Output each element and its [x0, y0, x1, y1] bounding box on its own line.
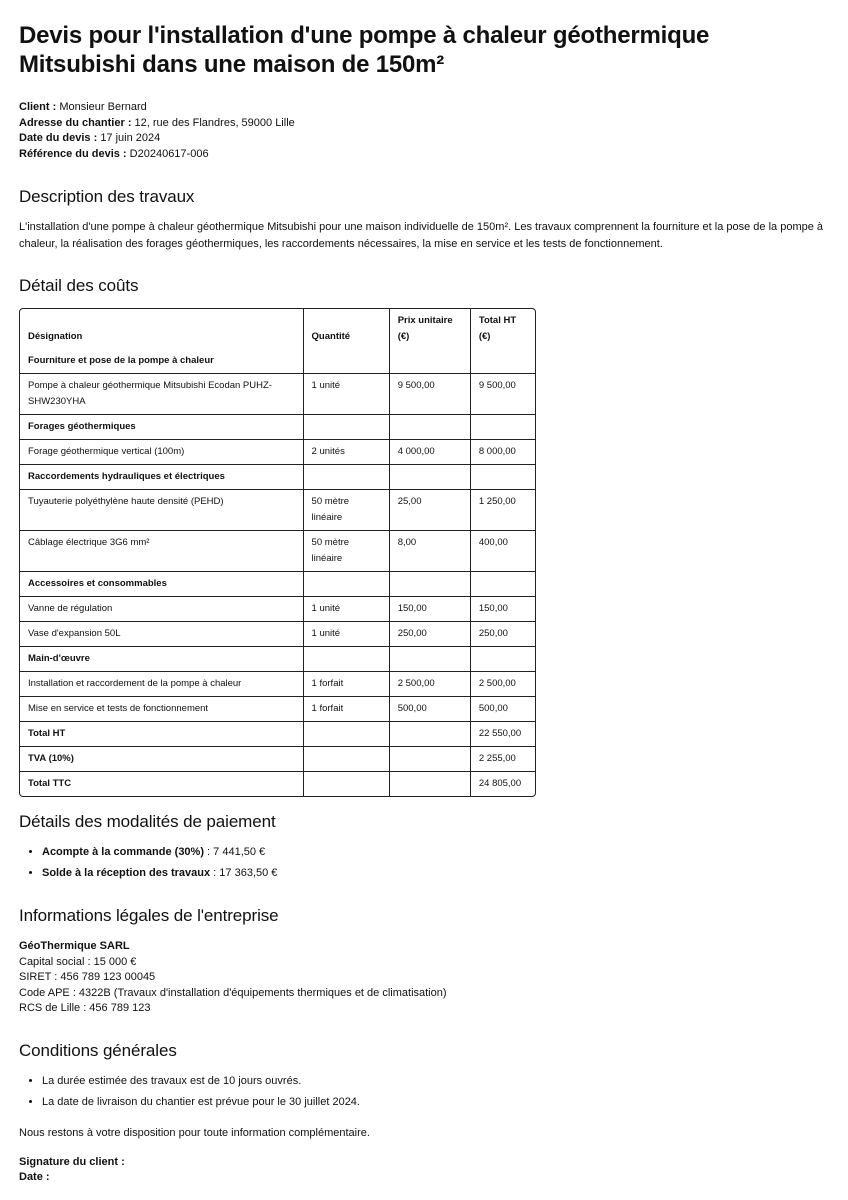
cell-quantity	[304, 747, 390, 772]
cell-quantity	[304, 647, 390, 672]
payment-list	[19, 842, 277, 884]
cell-unit-price: 8,00	[390, 531, 471, 572]
section-heading-description: Description des travaux	[19, 187, 195, 206]
cell-total-ht: 2 500,00	[471, 672, 535, 697]
cell-quantity: 1 unité	[304, 597, 390, 622]
section-heading-costs: Détail des coûts	[19, 276, 139, 295]
cell-total-ht: 150,00	[471, 597, 535, 622]
cell-unit-price: 500,00	[390, 697, 471, 722]
table-row	[20, 531, 535, 572]
cell-quantity	[304, 572, 390, 597]
table-category-row	[20, 349, 535, 374]
cell-quantity: 1 unité	[304, 374, 390, 415]
cell-designation: Mise en service et tests de fonctionnement	[20, 697, 304, 722]
cell-total-ht: 8 000,00	[471, 440, 535, 465]
cell-designation: Main-d'œuvre	[20, 647, 304, 672]
table-category-row	[20, 465, 535, 490]
cell-designation: Forage géothermique vertical (100m)	[20, 440, 304, 465]
cell-unit-price: 150,00	[390, 597, 471, 622]
cell-quantity	[304, 722, 390, 747]
cell-total-ht	[471, 415, 535, 440]
cell-quantity: 2 unités	[304, 440, 390, 465]
cell-designation: Total TTC	[20, 772, 304, 796]
cell-unit-price	[390, 772, 471, 796]
table-total-row	[20, 722, 535, 747]
section-heading-legal: Informations légales de l'entreprise	[19, 906, 279, 925]
costs-table	[19, 308, 536, 797]
cell-total-ht: 400,00	[471, 531, 535, 572]
cell-total-ht: 1 250,00	[471, 490, 535, 531]
cell-unit-price: 250,00	[390, 622, 471, 647]
meta-reference: Référence du devis : D20240617-006	[19, 147, 209, 160]
meta-date: Date du devis : 17 juin 2024	[19, 132, 161, 144]
cell-designation: Raccordements hydrauliques et électriques	[20, 465, 304, 490]
cell-total-ht: 250,00	[471, 622, 535, 647]
table-row	[20, 622, 535, 647]
legal-siret: SIRET : 456 789 123 00045	[19, 971, 156, 983]
cell-unit-price: 2 500,00	[390, 672, 471, 697]
cell-total-ht: 9 500,00	[471, 374, 535, 415]
table-category-row	[20, 572, 535, 597]
cell-unit-price	[390, 572, 471, 597]
date-label: Date :	[19, 1171, 50, 1183]
column-header-unit-price: Prix unitaire (€)	[390, 309, 471, 349]
legal-rcs: RCS de Lille : 456 789 123	[19, 1002, 151, 1014]
description-text: L'installation d'une pompe à chaleur géothermique Mitsubishi pour une maison individuelle de 150m². Les travaux comprennent la fourniture et la pose de la pompe à chaleur, la réalisation des forages géothermiques, les raccordements nécessaires, la mise en service et les tests de fonctionnement.	[19, 221, 824, 250]
table-row	[20, 672, 535, 697]
table-row	[20, 597, 535, 622]
signature-block	[19, 1155, 829, 1185]
table-row	[20, 697, 535, 722]
cell-designation: Vanne de régulation	[20, 597, 304, 622]
table-header-row	[20, 309, 535, 349]
cell-quantity: 50 mètre linéaire	[304, 531, 390, 572]
cell-designation: TVA (10%)	[20, 747, 304, 772]
cell-unit-price: 9 500,00	[390, 374, 471, 415]
cell-quantity: 1 forfait	[304, 672, 390, 697]
cell-total-ht: 24 805,00	[478, 778, 522, 789]
quote-meta	[19, 100, 295, 162]
table-category-row	[20, 415, 535, 440]
cell-total-ht	[471, 465, 535, 490]
table-row	[20, 440, 535, 465]
cell-quantity	[304, 772, 390, 796]
cell-unit-price	[390, 415, 471, 440]
cell-quantity: 1 forfait	[304, 697, 390, 722]
conditions-list	[19, 1071, 360, 1113]
column-header-quantity: Quantité	[304, 309, 390, 349]
cell-unit-price	[390, 465, 471, 490]
cell-designation: Forages géothermiques	[20, 415, 304, 440]
cell-quantity	[304, 465, 390, 490]
cell-designation: Installation et raccordement de la pompe à chaleur	[20, 672, 304, 697]
cell-quantity: 1 unité	[304, 622, 390, 647]
cell-designation: Pompe à chaleur géothermique Mitsubishi Ecodan PUHZ-SHW230YHA	[20, 374, 304, 415]
meta-client: Client : Monsieur Bernard	[19, 101, 147, 113]
table-row	[20, 490, 535, 531]
column-header-total-ht: Total HT (€)	[478, 315, 517, 342]
cell-designation: Accessoires et consommables	[20, 572, 304, 597]
cell-designation: Tuyauterie polyéthylène haute densité (PEHD)	[20, 490, 304, 531]
cell-total-ht	[471, 647, 535, 672]
company-name: GéoThermique SARL	[19, 940, 130, 952]
section-heading-conditions: Conditions générales	[19, 1041, 177, 1060]
cell-unit-price	[390, 349, 471, 374]
section-heading-payment: Détails des modalités de paiement	[19, 812, 276, 831]
cell-designation: Fourniture et pose de la pompe à chaleur	[20, 349, 304, 374]
column-header-designation: Désignation	[20, 309, 304, 349]
table-category-row	[20, 647, 535, 672]
cell-unit-price: 25,00	[390, 490, 471, 531]
table-total-row	[20, 772, 535, 796]
payment-item-balance: • Solde à la réception des travaux : 17 363,50 €	[42, 863, 277, 884]
cell-quantity	[304, 415, 390, 440]
condition-duration: • La durée estimée des travaux est de 10 jours ouvrés.	[42, 1071, 360, 1092]
legal-capital: Capital social : 15 000 €	[19, 955, 137, 968]
legal-ape: Code APE : 4322B (Travaux d'installation d'équipements thermiques et de climatisation)	[19, 986, 447, 999]
cell-designation: Câblage électrique 3G6 mm²	[20, 531, 304, 572]
closing-text: Nous restons à votre disposition pour toute information complémentaire.	[19, 1127, 370, 1139]
cell-total-ht: 500,00	[471, 697, 535, 722]
cell-total-ht: 22 550,00	[471, 722, 535, 747]
cell-unit-price	[390, 747, 471, 772]
cell-designation: Vase d'expansion 50L	[20, 622, 304, 647]
table-total-row	[20, 747, 535, 772]
legal-info	[19, 939, 447, 1017]
cell-total-ht: 2 255,00	[471, 747, 535, 772]
cell-unit-price	[390, 647, 471, 672]
cell-quantity: 50 mètre linéaire	[304, 490, 390, 531]
cell-unit-price: 4 000,00	[390, 440, 471, 465]
cell-total-ht	[471, 349, 535, 374]
cell-total-ht	[471, 572, 535, 597]
meta-address: Adresse du chantier : 12, rue des Flandres, 59000 Lille	[19, 116, 295, 129]
payment-item-deposit: • Acompte à la commande (30%) : 7 441,50 €	[42, 842, 277, 863]
cell-unit-price	[390, 722, 471, 747]
condition-delivery: • La date de livraison du chantier est prévue pour le 30 juillet 2024.	[42, 1092, 360, 1113]
page-title: Devis pour l'installation d'une pompe à chaleur géothermique Mitsubishi dans une maison de 150m²	[19, 22, 710, 78]
cell-designation: Total HT	[20, 722, 304, 747]
signature-label: Signature du client :	[19, 1156, 125, 1168]
table-row	[20, 374, 535, 415]
cell-quantity	[304, 349, 390, 374]
